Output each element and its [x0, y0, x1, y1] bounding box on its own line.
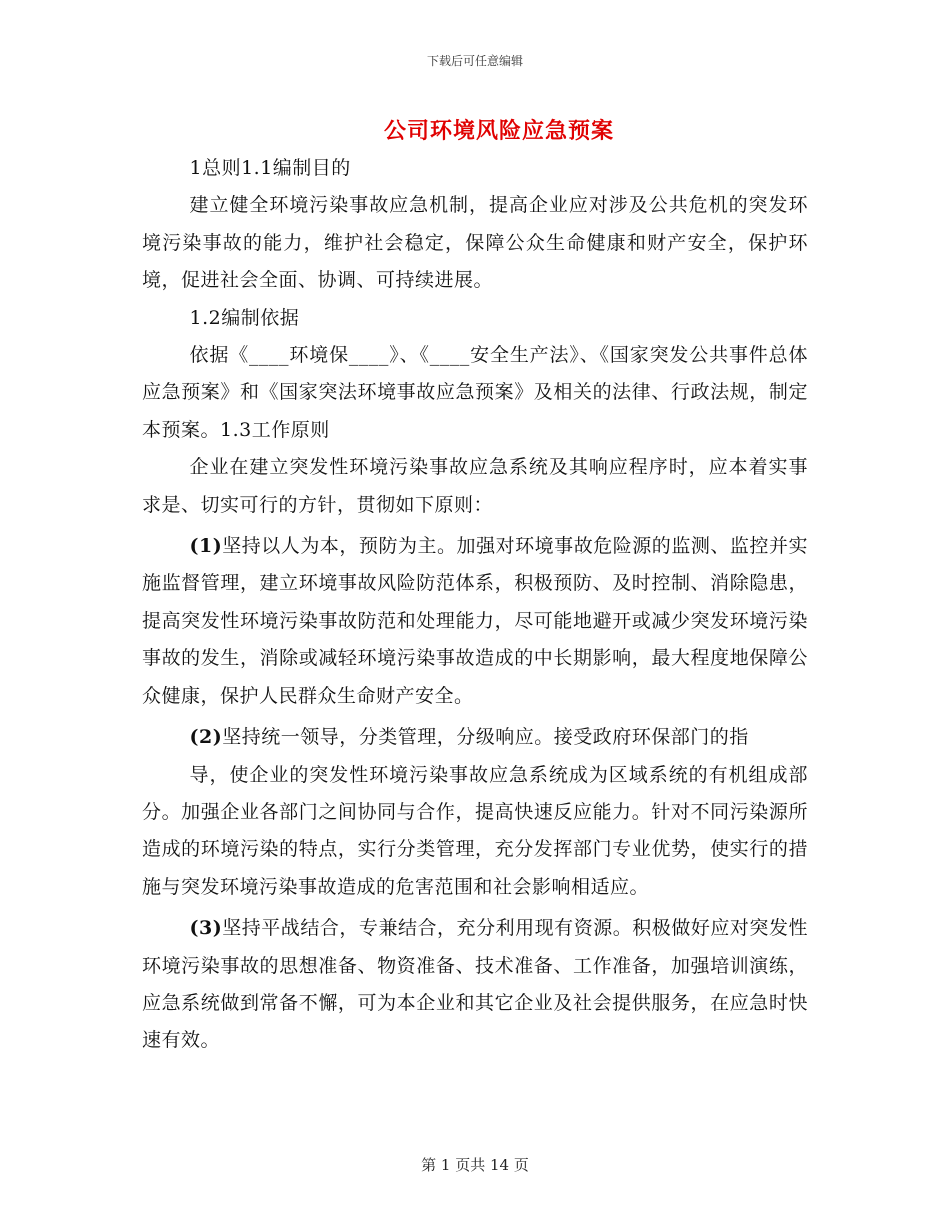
- document-title: 公司环境风险应急预案: [383, 118, 614, 144]
- principle-2-continuation: 导，使企业的突发性环境污染事故应急系统成为区域系统的有机组成部分。加强企业各部门之间协同与合作，提高快速反应能力。针对不同污染源所造成的环境污染的特点，实行分类管理，充分发挥部门专业优势，使实行的措施与突发环境污染事故造成的危害范围和社会影响相适应。: [142, 763, 808, 898]
- paragraph-principles-intro: 企业在建立突发性环境污染事故应急系统及其响应程序时，应本着实事求是、切实可行的方针，贯彻如下原则：: [142, 456, 808, 516]
- page-footer: 第 1 页共 14 页: [421, 1156, 529, 1174]
- section-heading-1-2: 1.2编制依据: [189, 306, 300, 329]
- paragraph-purpose: 建立健全环境污染事故应急机制，提高企业应对涉及公共危机的突发环境污染事故的能力，维护社会稳定，保障公众生命健康和财产安全，保护环境，促进社会全面、协调、可持续进展。: [142, 194, 808, 292]
- paragraph-basis: 依据《____环境保____》、《____安全生产法》、《国家突发公共事件总体应急预案》和《国家突法环境事故应急预案》及相关的法律、行政法规，制定本预案。1.3工作原则: [142, 344, 808, 441]
- principle-3: [142, 910, 808, 1060]
- principle-3-number: (3): [189, 917, 223, 940]
- document-body: [142, 150, 808, 1060]
- principle-2-text: 坚持统一领导，分类管理，分级响应。接受政府环保部门的指: [222, 726, 749, 749]
- principle-3-text: 坚持平战结合，专兼结合，充分利用现有资源。积极做好应对突发性环境污染事故的思想准备、物资准备、技术准备、工作准备，加强培训演练，应急系统做到常备不懈，可为本企业和其它企业及社会提供服务，在应急时快速有效。: [142, 917, 808, 1052]
- section-heading-1: 1总则1.1编制目的: [189, 157, 351, 179]
- principle-2: [142, 719, 808, 756]
- principle-1-text: 坚持以人为本，预防为主。加强对环境事故危险源的监测、监控并实施监督管理，建立环境事故风险防范体系，积极预防、及时控制、消除隐患，提高突发性环境污染事故防范和处理能力，尽可能地避开或减少突发环境污染事故的发生，消除或减轻环境污染事故造成的中长期影响，最大程度地保障公众健康，保护人民群众生命财产安全。: [142, 535, 808, 707]
- principle-1-number: (1): [189, 535, 223, 558]
- principle-1: [142, 528, 808, 715]
- principle-2-number: (2): [189, 726, 223, 749]
- page-header-note: 下载后可任意编辑: [426, 54, 523, 68]
